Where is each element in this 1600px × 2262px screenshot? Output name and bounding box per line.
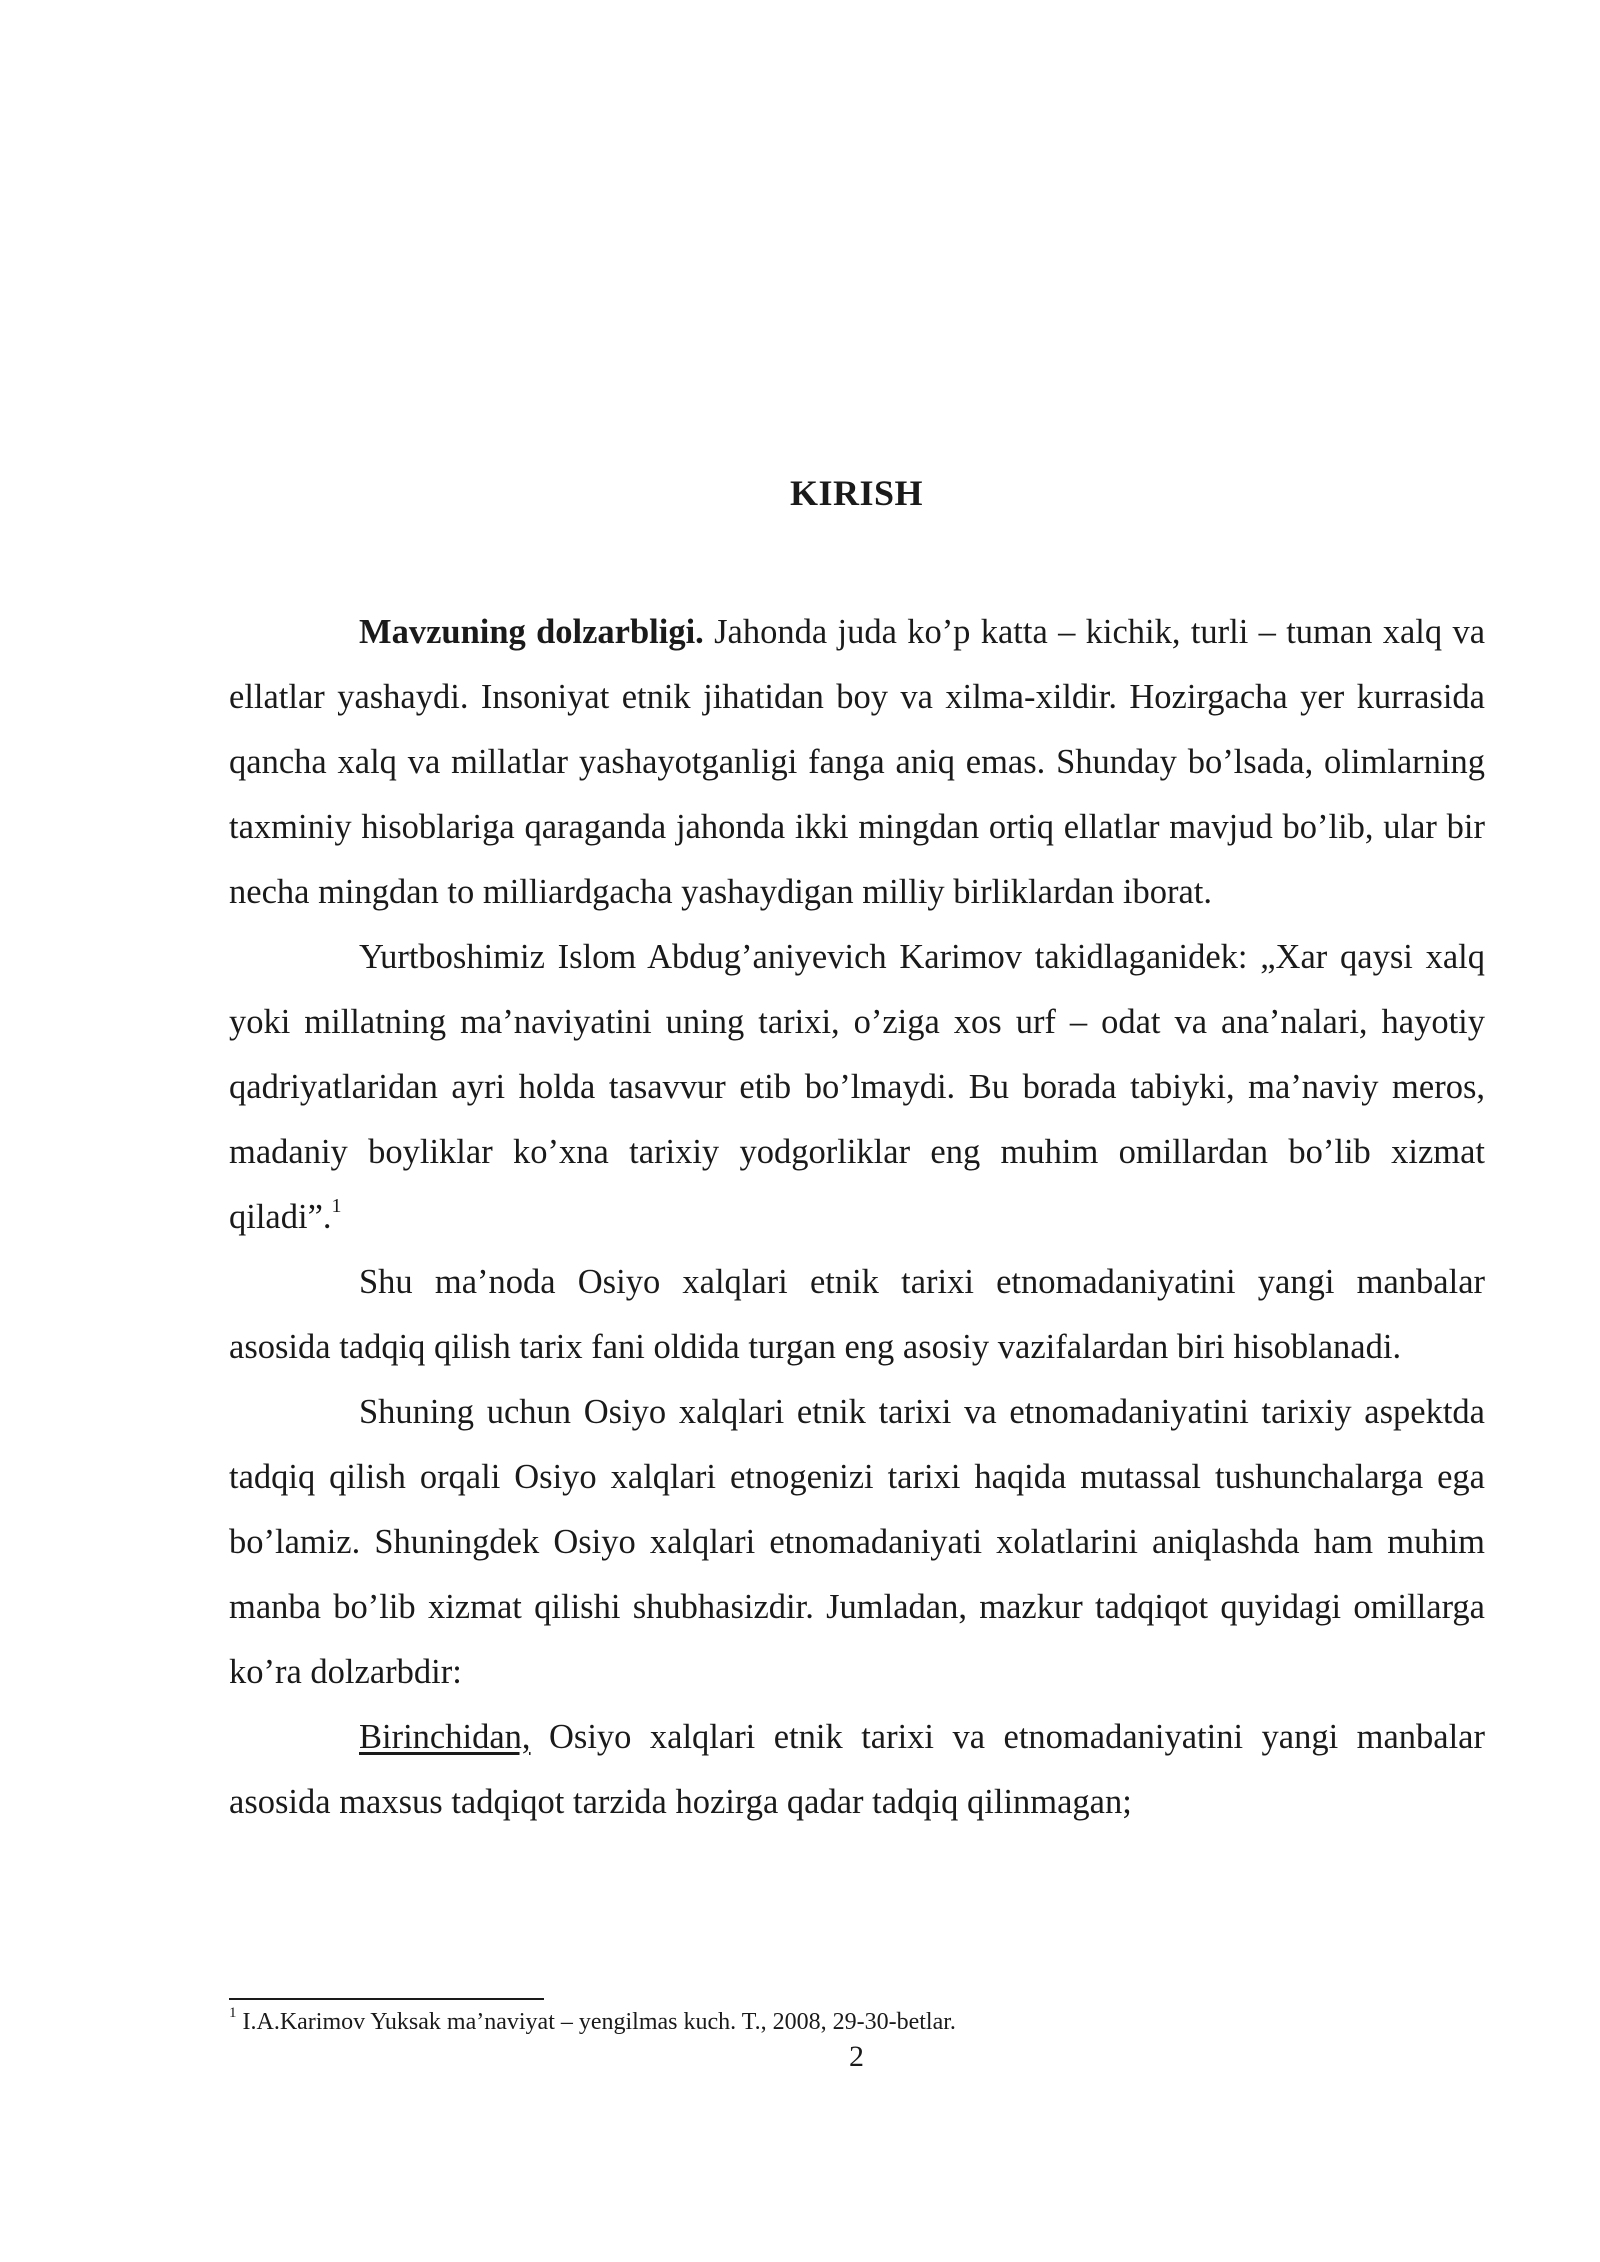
page-number: 2 (849, 2040, 864, 2073)
page-title: KIRISH (789, 473, 924, 513)
paragraph-lead-underlined: Birinchidan, (359, 1718, 531, 1756)
paragraph-text: Shu ma’noda Osiyo xalqlari etnik tarixi etnomadaniyatini yangi manbalar asosida tadqiq qilish tarix fani oldida turgan eng asosiy vazifalardan biri hisoblanadi. (229, 1263, 1485, 1366)
footnote-separator (229, 1998, 544, 2000)
paragraph-therefore (229, 1380, 1485, 1705)
paragraph-meaning (229, 1250, 1485, 1380)
paragraph-relevance (229, 600, 1485, 925)
paragraph-text: Osiyo xalqlari etnik tarixi va etnomadaniyatini yangi manbalar asosida maxsus tadqiqot tarzida hozirga qadar tadqiq qilinmagan; (229, 1718, 1485, 1821)
paragraph-quote (229, 925, 1485, 1250)
paragraph-lead: Mavzuning dolzarbligi. (359, 613, 704, 651)
footnote-text: I.A.Karimov Yuksak ma’naviyat – yengilmas kuch. T., 2008, 29-30-betlar. (236, 2009, 956, 2035)
body-text (229, 600, 1485, 1835)
footnote-number: 1 (229, 2005, 237, 2021)
footnote-reference[interactable]: 1 (331, 1194, 342, 1217)
paragraph-text: Jahonda juda ko’p katta – kichik, turli – tuman xalq va ellatlar yashaydi. Insoniyat etnik jihatidan boy va xilma-xildir. Hozirgacha yer kurrasida qancha xalq va millatlar yashayotganligi fanga aniq emas. Shunday bo’lsada, olimlarning taxminiy hisoblariga qaraganda jahonda ikki mingdan ortiq ellatlar mavjud bo’lib, ular bir necha mingdan to milliardgacha yashaydigan milliy birliklardan iborat. (229, 613, 1486, 911)
paragraph-text: Yurtboshimiz Islom Abdug’aniyevich Karimov takidlaganidek: „Xar qaysi xalq yoki millatning ma’naviyatini uning tarixi, o’ziga xos urf – odat va ana’nalari, hayotiy qadriyatlaridan ayri holda tasavvur etib bo’lmaydi. Bu borada tabiyki, ma’naviy meros, madaniy boyliklar ko’xna tarixiy yodgorliklar eng muhim omillardan bo’lib xizmat qiladi”. (229, 938, 1485, 1236)
paragraph-text: Shuning uchun Osiyo xalqlari etnik tarixi va etnomadaniyatini tarixiy aspektda tadqiq qilish orqali Osiyo xalqlari etnogenizi tarixi haqida mutassal tushunchalarga ega bo’lamiz. Shuningdek Osiyo xalqlari etnomadaniyati xolatlarini aniqlashda ham muhim manba bo’lib xizmat qilishi shubhasizdir. Jumladan, mazkur tadqiqot quyidagi omillarga ko’ra dolzarbdir: (229, 1393, 1485, 1691)
footnote (229, 2006, 1485, 2038)
paragraph-first (229, 1705, 1485, 1835)
